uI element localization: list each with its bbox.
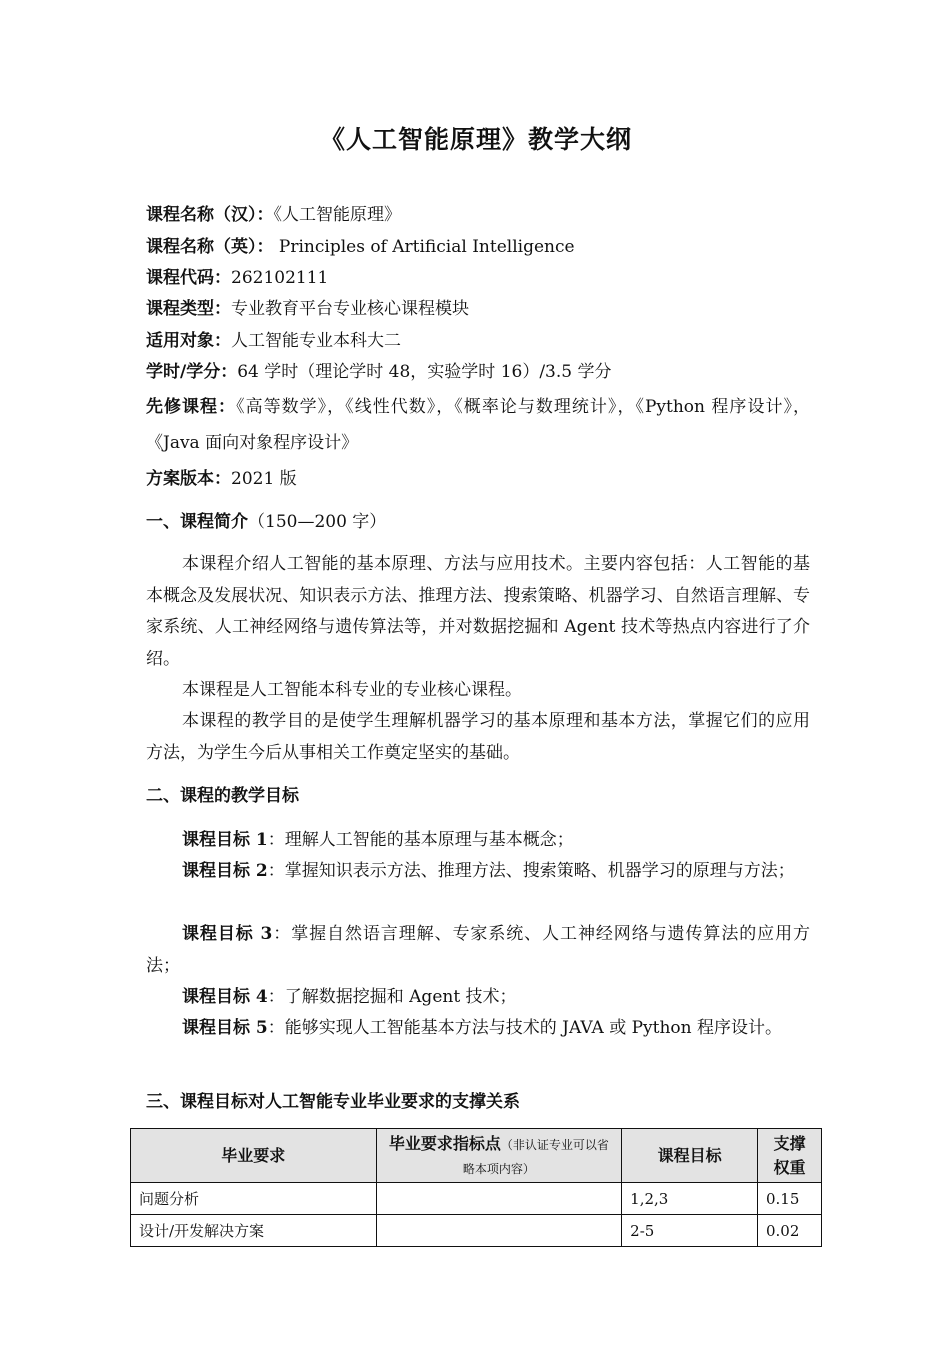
goal-label: 课程目标 5	[182, 1018, 268, 1038]
course-goal-1	[146, 825, 810, 857]
meta-label: 课程类型：	[146, 299, 231, 319]
goal-text: ：理解人工智能的基本原理与基本概念；	[267, 830, 574, 850]
meta-label: 课程名称（英）：	[146, 237, 274, 257]
meta-label: 适用对象：	[146, 331, 231, 351]
meta-hours-credits	[146, 361, 612, 383]
table-row	[131, 1215, 822, 1247]
course-goal-4	[146, 982, 810, 1014]
meta-audience	[146, 330, 401, 352]
section-heading-support: 三、课程目标对人工智能专业毕业要求的支撑关系	[146, 1092, 520, 1112]
section-title-text: 一、课程简介	[146, 512, 248, 532]
goal-text: ：能够实现人工智能基本方法与技术的 JAVA 或 Python 程序设计。	[267, 1018, 783, 1038]
course-goal-2	[146, 856, 810, 888]
table-row	[131, 1183, 822, 1215]
meta-course-code	[146, 267, 328, 289]
table-header-row	[131, 1129, 822, 1183]
header-indicator-label: 毕业要求指标点	[388, 1133, 501, 1153]
header-course-goal: 课程目标	[622, 1129, 758, 1183]
document-title: 《人工智能原理》教学大纲	[319, 125, 632, 154]
meta-value: 262102111	[231, 268, 329, 288]
meta-value: 《高等数学》，《线性代数》，《概率论与数理统计》，《Python 程序设计》，《Java 面向对象程序设计》	[146, 397, 810, 453]
goal-text: ：了解数据挖掘和 Agent 技术；	[267, 987, 517, 1007]
cell-requirement: 设计/开发解决方案	[131, 1215, 377, 1247]
goal-label: 课程目标 3	[182, 924, 273, 944]
support-relation-table	[130, 1128, 822, 1247]
meta-value: 《人工智能原理》	[273, 205, 401, 225]
meta-label: 学时/学分：	[146, 362, 238, 382]
meta-value: 64 学时（理论学时 48，实验学时 16）/3.5 学分	[237, 362, 612, 382]
meta-label: 课程名称（汉）：	[146, 205, 274, 225]
header-support-weight: 支撑权重	[758, 1129, 822, 1183]
header-indicator-note: （非认证专业可以省略本项内容）	[462, 1137, 609, 1176]
cell-indicator	[376, 1183, 622, 1215]
meta-value: 2021 版	[231, 469, 297, 489]
goal-text: ：掌握自然语言理解、专家系统、人工神经网络与遗传算法的应用方法；	[146, 924, 811, 976]
header-graduation-requirement: 毕业要求	[131, 1129, 377, 1183]
intro-paragraph-2: 本课程是人工智能本科专业的专业核心课程。	[182, 680, 522, 700]
section-heading-goals: 二、课程的教学目标	[146, 786, 299, 806]
meta-course-name-en	[146, 236, 575, 258]
cell-weight: 0.02	[758, 1215, 822, 1247]
meta-course-name-cn	[146, 204, 401, 226]
meta-label: 方案版本：	[146, 469, 231, 489]
cell-course-goal: 2-5	[622, 1215, 758, 1247]
goal-text: ：掌握知识表示方法、推理方法、搜索策略、机器学习的原理与方法；	[267, 861, 795, 881]
meta-value: 人工智能专业本科大二	[231, 331, 401, 351]
meta-version	[146, 468, 297, 490]
intro-paragraph-1: 本课程介绍人工智能的基本原理、方法与应用技术。主要内容包括：人工智能的基本概念及发展状况、知识表示方法、推理方法、搜索策略、机器学习、自然语言理解、专家系统、人工神经网络与遗传算法等，并对数据挖掘和 Agent 技术等热点内容进行了介绍。	[146, 554, 810, 669]
meta-value: 专业教育平台专业核心课程模块	[231, 299, 469, 319]
meta-prerequisites	[146, 389, 810, 461]
meta-value: Principles of Artificial Intelligence	[273, 237, 575, 257]
meta-label: 课程代码：	[146, 268, 231, 288]
meta-course-type	[146, 298, 469, 320]
course-goal-5	[146, 1013, 810, 1045]
goal-label: 课程目标 4	[182, 987, 268, 1007]
meta-label: 先修课程：	[146, 397, 237, 417]
cell-requirement: 问题分析	[131, 1183, 377, 1215]
intro-paragraph-3: 本课程的教学目的是使学生理解机器学习的基本原理和基本方法，掌握它们的应用方法，为学生今后从事相关工作奠定坚实的基础。	[146, 711, 810, 763]
goal-label: 课程目标 2	[182, 861, 268, 881]
section-title-note: （150—200 字）	[248, 512, 387, 532]
goal-label: 课程目标 1	[182, 830, 268, 850]
cell-weight: 0.15	[758, 1183, 822, 1215]
cell-indicator	[376, 1215, 622, 1247]
cell-course-goal: 1,2,3	[622, 1183, 758, 1215]
course-goal-3	[146, 919, 810, 982]
section-heading-intro	[146, 511, 386, 533]
header-indicator	[376, 1129, 622, 1183]
